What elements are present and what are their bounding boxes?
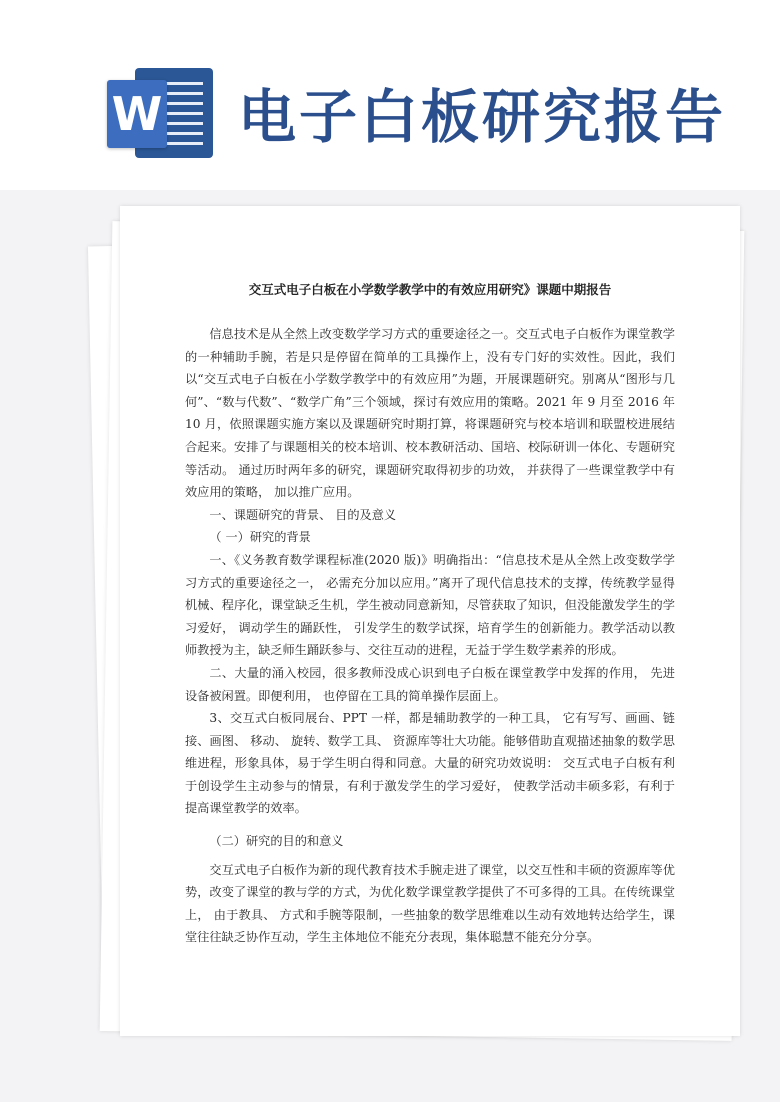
paragraph: 二、大量的涌入校园，很多教师没成心识到电子白板在课堂教学中发挥的作用， 先进设备被闲置。即便利用， 也停留在工具的简单操作层面上。 bbox=[185, 665, 675, 703]
document-body bbox=[185, 323, 675, 949]
document-title: 交互式电子白板在小学数学教学中的有效应用研究》课题中期报告 bbox=[248, 282, 612, 297]
subsection-heading: （二）研究的目的和意义 bbox=[209, 834, 344, 849]
banner-header bbox=[0, 0, 780, 190]
paragraph: 一、《义务教育数学课程标准(2020 版)》明确指出：“信息技术是从全然上改变数学学习方式的重要途径之一， 必需充分加以应用。”离开了现代信息技术的支撑，传统教学显得机械、程序化，课堂缺乏生机，学生被动同意新知，尽管获取了知识，但没能激发学生的学习爱好， 调动学生的踊跃性， 引发学生的数学试探，培育学生的创新能力。教学活动以教师教授为主，缺乏师生踊跃参与、交往互动的进程，无益于学生数学素养的形成。 bbox=[185, 552, 675, 658]
paragraph: 3、交互式白板同展台、PPT 一样，都是辅助教学的一种工具， 它有写写、画画、链接、画图、 移动、 旋转、数学工具、 资源库等壮大功能。能够借助直观描述抽象的数学思维进程，形象具体，易于学生明白得和同意。大量的研究功效说明： 交互式电子白板有利于创设学生主动参与的情景，有利于激发学生的学习爱好， 使教学活动丰硕多彩，有利于提高课堂教学的效率。 bbox=[185, 711, 675, 816]
section-heading: 一、课题研究的背景、 目的及意义 bbox=[209, 507, 397, 522]
subsection-heading: （ 一）研究的背景 bbox=[209, 530, 311, 545]
paragraph-intro: 信息技术是从全然上改变数学学习方式的重要途径之一。交互式电子白板作为课堂教学的一种辅助手腕，若是只是停留在简单的工具操作上，没有专门好的实效性。因此，我们以“交互式电子白板在小学数学教学中的有效应用”为题，开展课题研究。别离从“图形与几何”、“数与代数”、“数学广角”三个领域，探讨有效应用的策略。2021 年 9 月至 2016 年 10 月，依照课题实施方案以及课题研究时期打算，将课题研究与校本培训和联盟校进展结合起来。安排了与课题相关的校本培训、校本教研活动、国培、校际研训一体化、专题研究等活动。 通过历时两年多的研究，课题研究取得初步的功效， 并获得了一些课堂教学中有效应用的策略， 加以推广应用。 bbox=[185, 327, 675, 500]
paragraph: 交互式电子白板作为新的现代教育技术手腕走进了课堂，以交互性和丰硕的资源库等优势，改变了课堂的教与学的方式，为优化数学课堂教学提供了不可多得的工具。在传统课堂上， 由于教具、 方式和手腕等限制，一些抽象的数学思维难以生动有效地转达给学生，课堂往往缺乏协作互动，学生主体地位不能充分表现，集体聪慧不能充分分享。 bbox=[185, 862, 675, 945]
word-icon-letter: W bbox=[111, 87, 163, 141]
word-icon bbox=[107, 68, 213, 158]
banner-title: 电子白板研究报告 bbox=[238, 83, 727, 151]
